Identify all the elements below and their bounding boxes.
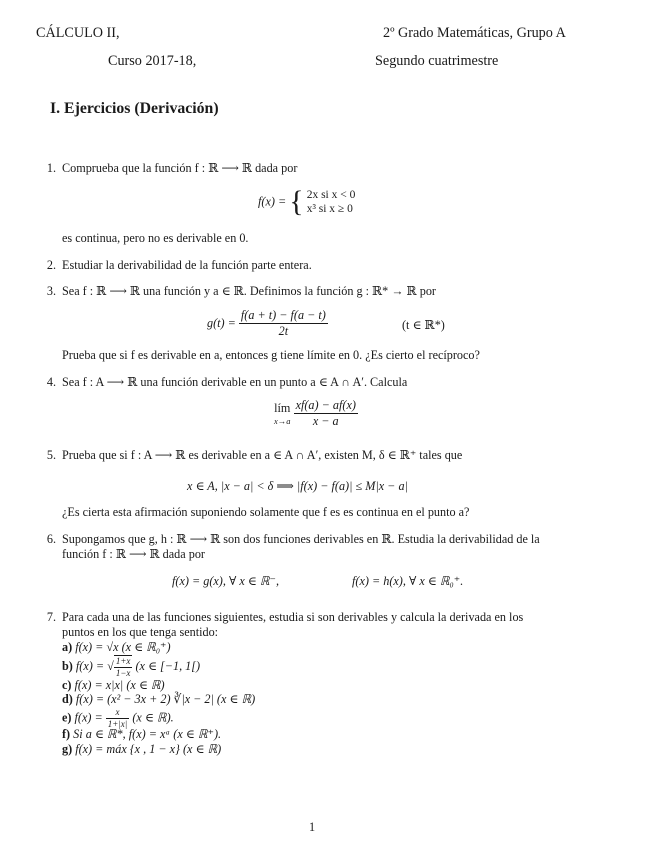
item-label: g) — [62, 742, 73, 756]
limit-label: lím — [274, 400, 291, 415]
exercise-1-outro: es continua, pero no es derivable en 0. — [62, 231, 249, 245]
piecewise-cases — [307, 188, 356, 216]
exercise-5-formula: x ∈ A, |x − a| < δ ⟹ |f(x) − f(a)| ≤ M|x − a| — [187, 479, 408, 493]
fraction — [294, 398, 358, 430]
item-expression-prefix: f(x) = √ — [75, 659, 114, 674]
course-year: Curso 2017-18, — [108, 53, 197, 69]
section-title: I. Ejercicios (Derivación) — [50, 100, 219, 117]
exercise-6-formula-right: f(x) = h(x), ∀ x ∈ ℝ₀⁺. — [352, 574, 464, 588]
exercise-1-intro: Comprueba que la función f : ℝ ⟶ ℝ dada por — [62, 161, 298, 175]
page-number: 1 — [309, 820, 316, 834]
denominator: x − a — [312, 414, 339, 429]
exercise-1-number: 1. — [46, 161, 56, 175]
exercise-4-formula — [274, 398, 358, 430]
list-item — [62, 727, 221, 742]
limit-operator — [274, 401, 291, 427]
exercise-4-intro: Sea f : A ⟶ ℝ una función derivable en un punto a ∈ A ∩ A′. Calcula — [62, 375, 408, 389]
case-1: 2x si x < 0 — [306, 189, 356, 201]
numerator: f(a + t) − f(a − t) — [239, 308, 328, 324]
item-expression: f(x) = (x² − 3x + 2) ∛|x − 2| (x ∈ ℝ) — [75, 692, 256, 706]
item-expression: f(x) = √x (x ∈ ℝ₀⁺) — [75, 640, 171, 654]
limit-subscript: x→a — [274, 416, 291, 427]
exercise-3-intro: Sea f : ℝ ⟶ ℝ una función y a ∈ ℝ. Definimos la función g : ℝ* → ℝ por — [62, 284, 436, 298]
item-label: f) — [62, 727, 71, 741]
exercise-2-number: 2. — [46, 258, 56, 272]
list-item — [62, 692, 255, 707]
exercise-6-number: 6. — [46, 532, 56, 546]
exercise-2-text: Estudiar la derivabilidad de la función parte entera. — [62, 258, 312, 272]
exercise-3-outro: Prueba que si f es derivable en a, entonces g tiene límite en 0. ¿Es cierto el recíproco? — [62, 348, 480, 362]
list-item — [62, 742, 221, 757]
item-label: c) — [62, 678, 72, 692]
item-label: d) — [62, 692, 73, 706]
brace-symbol: { — [289, 185, 304, 218]
exercise-3-number: 3. — [46, 284, 56, 298]
item-expression-suffix: (x ∈ [−1, 1[) — [132, 659, 201, 674]
item-expression: f(x) = máx {x , 1 − x} (x ∈ ℝ) — [75, 742, 222, 756]
item-expression: Si a ∈ ℝ*, f(x) = xᵃ (x ∈ ℝ⁺). — [73, 727, 222, 741]
fraction — [239, 308, 328, 340]
item-expression: f(x) = x|x| (x ∈ ℝ) — [74, 678, 165, 692]
numerator: xf(a) − af(x) — [294, 398, 358, 414]
exercise-5-intro: Prueba que si f : A ⟶ ℝ es derivable en a ∈ A ∩ A′, existen M, δ ∈ ℝ⁺ tales que — [62, 448, 463, 462]
exercise-4-number: 4. — [46, 375, 56, 389]
list-item — [62, 655, 200, 680]
degree-label: 2º Grado Matemáticas, Grupo A — [383, 25, 566, 41]
formula-lhs: f(x) = — [258, 194, 287, 209]
exercise-3-domain: (t ∈ ℝ*) — [402, 318, 445, 332]
formula-lhs: g(t) = — [207, 316, 236, 331]
exercise-1-formula — [258, 187, 355, 217]
list-item — [62, 640, 171, 655]
list-item — [62, 678, 165, 693]
exercise-5-number: 5. — [46, 448, 56, 462]
numerator: 1+x — [114, 656, 133, 668]
exercise-7-line-1: Para cada una de las funciones siguientes, estudia si son derivables y calcula la derivada en los — [62, 610, 524, 624]
item-label: a) — [62, 640, 73, 654]
fraction — [114, 655, 133, 680]
item-label: b) — [62, 659, 73, 674]
exercise-5-outro: ¿Es cierta esta afirmación suponiendo solamente que f es es continua en el punto a? — [62, 505, 470, 519]
exercise-7-line-2: puntos en los que tenga sentido: — [62, 625, 219, 639]
case-2: x³ si x ≥ 0 — [306, 203, 353, 215]
item-expression-suffix: (x ∈ ℝ). — [129, 710, 174, 725]
exercise-6-line-2: función f : ℝ ⟶ ℝ dada por — [62, 547, 205, 561]
item-label: e) — [62, 710, 72, 725]
numerator: x — [106, 707, 130, 719]
exercise-7-number: 7. — [46, 610, 56, 624]
course-title: CÁLCULO II, — [36, 25, 120, 41]
exercise-3-formula — [207, 308, 328, 340]
denominator: 1+|x| — [107, 719, 128, 730]
denominator: 2t — [278, 324, 289, 339]
item-expression-prefix: f(x) = — [74, 710, 106, 725]
exercise-6-line-1: Supongamos que g, h : ℝ ⟶ ℝ son dos funciones derivables en ℝ. Estudia la derivabilidad de la — [62, 532, 540, 546]
exercise-6-formula-left: f(x) = g(x), ∀ x ∈ ℝ⁻, — [172, 574, 280, 588]
term-label: Segundo cuatrimestre — [375, 53, 499, 69]
denominator: 1−x — [115, 668, 131, 679]
